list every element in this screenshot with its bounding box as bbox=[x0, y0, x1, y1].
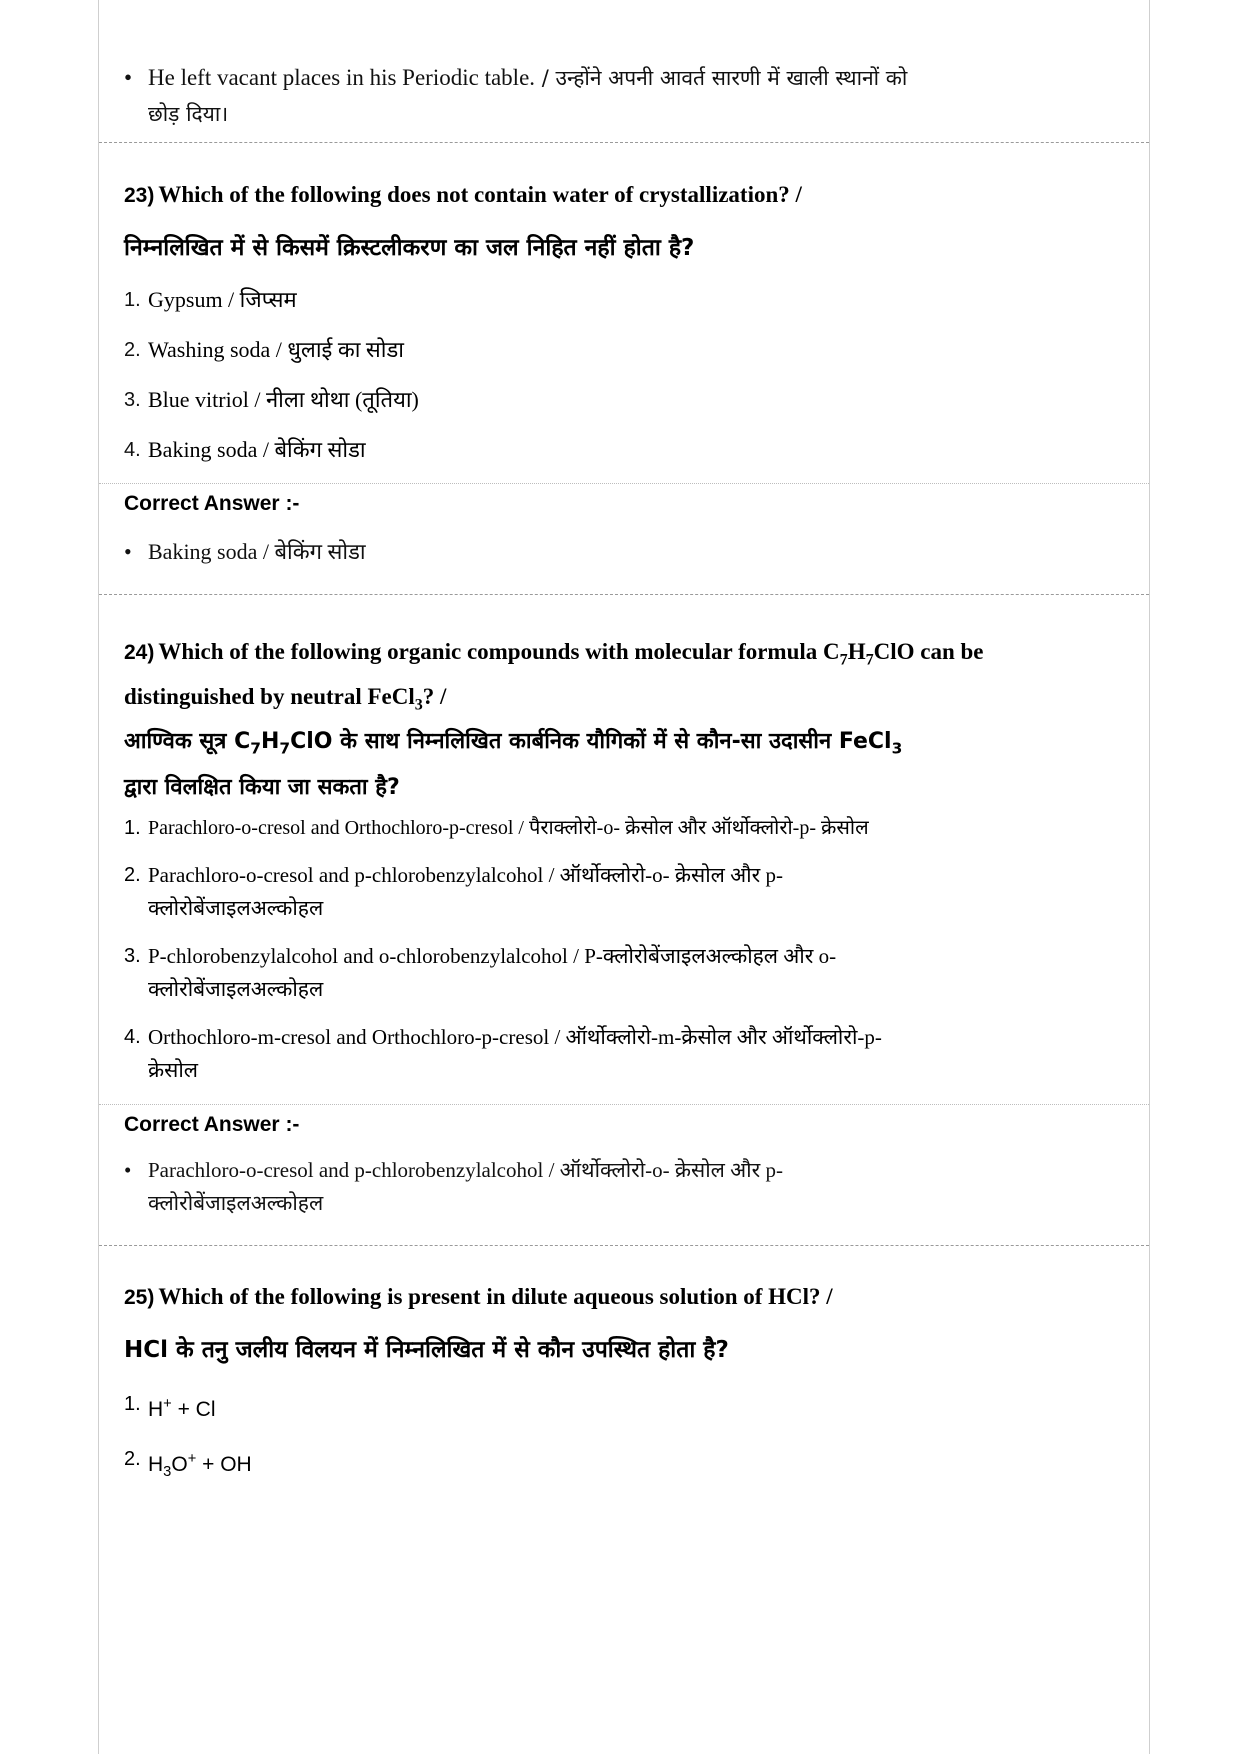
option-label: Blue vitriol / नीला थोथा (तूतिया) bbox=[148, 387, 419, 412]
question-text-hi: निम्नलिखित में से किसमें क्रिस्टलीकरण का जल निहित नहीं होता है? bbox=[124, 235, 695, 261]
option-number: 4. bbox=[124, 439, 141, 461]
bullet-icon: • bbox=[124, 1158, 132, 1182]
question-number: 23) bbox=[124, 184, 155, 207]
question-number: 24) bbox=[124, 641, 155, 664]
question-text-en: Which of the following organic compounds with molecular formula $C_7H_7ClO$ can be distinguished by neutral FeCl$_3$? / bbox=[124, 639, 984, 714]
question-text-hi: आण्विक सूत्र $C_7H_7ClO$ के साथ निम्नलिखित कार्बनिक यौगिकों में से कौन-सा उदासीन FeCl$_3$ द्वारा विलक्षित किया जा सकता है? bbox=[124, 729, 903, 801]
option-number: 2. bbox=[124, 339, 141, 361]
correct-answer-text: Baking soda / बेकिंग सोडा bbox=[148, 539, 366, 564]
option-label: Parachloro-o-cresol and p-chlorobenzylalcohol / ऑर्थोक्लोरो-o- क्रेसोल और p- bbox=[148, 863, 783, 887]
option-label-cont: क्लोरोबेंजाइलअल्कोहल bbox=[148, 977, 324, 1001]
correct-answer bbox=[124, 1154, 1114, 1220]
option-2 bbox=[124, 859, 1124, 925]
option-number: 2. bbox=[124, 864, 141, 886]
bullet-hindi-text: / उन्होंने अपनी आवर्त सारणी में खाली स्थानों को bbox=[535, 66, 908, 90]
correct-answer-text-cont: क्लोरोबेंजाइलअल्कोहल bbox=[148, 1191, 324, 1215]
question-number: 25) bbox=[124, 1286, 155, 1309]
correct-answer-label: Correct Answer :- bbox=[124, 1113, 300, 1136]
question-divider bbox=[99, 594, 1149, 595]
option-4 bbox=[124, 432, 1124, 468]
bullet-icon: • bbox=[124, 539, 132, 564]
question-text-hi: HCl के तनु जलीय विलयन में निम्नलिखित में से कौन उपस्थित होता है? bbox=[124, 1337, 729, 1363]
bullet-hindi-text-cont: छोड़ दिया। bbox=[148, 102, 229, 126]
option-number: 3. bbox=[124, 389, 141, 411]
option-1: 1. H+ + Cl bbox=[124, 1386, 1124, 1428]
question-divider bbox=[99, 142, 1149, 143]
option-number: 2. bbox=[124, 1448, 141, 1470]
question-24 bbox=[124, 634, 1140, 723]
answer-divider bbox=[99, 483, 1149, 484]
option-1 bbox=[124, 282, 1124, 318]
previous-answer-bullet bbox=[124, 60, 1114, 132]
bullet-icon: • bbox=[124, 65, 133, 90]
correct-answer-label: Correct Answer :- bbox=[124, 492, 300, 515]
correct-answer bbox=[124, 534, 1114, 570]
option-label: Washing soda / धुलाई का सोडा bbox=[148, 337, 404, 362]
option-3 bbox=[124, 940, 1124, 1006]
option-number: 3. bbox=[124, 945, 141, 967]
option-label-cont: क्रेसोल bbox=[148, 1058, 199, 1082]
bullet-english-text: He left vacant places in his Periodic table. bbox=[148, 65, 536, 90]
option-label: P-chlorobenzylalcohol and o-chlorobenzylalcohol / P-क्लोरोबेंजाइलअल्कोहल और o- bbox=[148, 944, 837, 968]
answer-divider bbox=[99, 1104, 1149, 1105]
option-label-cont: क्लोरोबेंजाइलअल्कोहल bbox=[148, 896, 324, 920]
question-23 bbox=[124, 182, 1140, 208]
question-25 bbox=[124, 1284, 1140, 1310]
correct-answer-text: Parachloro-o-cresol and p-chlorobenzylalcohol / ऑर्थोक्लोरो-o- क्रेसोल और p- bbox=[148, 1158, 783, 1182]
option-3 bbox=[124, 382, 1124, 418]
option-label: Baking soda / बेकिंग सोडा bbox=[148, 437, 366, 462]
option-4 bbox=[124, 1021, 1124, 1087]
option-2: 2. $H_3O^+$ + OH bbox=[124, 1441, 1124, 1490]
question-text-en: Which of the following does not contain water of crystallization? / bbox=[158, 182, 802, 207]
question-text-en: Which of the following is present in dilute aqueous solution of HCl? / bbox=[158, 1284, 833, 1309]
question-divider bbox=[99, 1245, 1149, 1246]
option-number: 1. bbox=[124, 289, 141, 311]
option-number: 4. bbox=[124, 1026, 141, 1048]
option-label: Gypsum / जिप्सम bbox=[148, 287, 297, 312]
option-1 bbox=[124, 810, 1124, 846]
option-2 bbox=[124, 332, 1124, 368]
option-number: 1. bbox=[124, 817, 141, 839]
option-label: Parachloro-o-cresol and Orthochloro-p-cresol / पैराक्लोरो-o- क्रेसोल और ऑर्थोक्लोरो-p- क्रेसोल bbox=[148, 817, 869, 839]
option-label: Orthochloro-m-cresol and Orthochloro-p-cresol / ऑर्थोक्लोरो-m-क्रेसोल और ऑर्थोक्लोरो-p- bbox=[148, 1025, 882, 1049]
option-number: 1. bbox=[124, 1393, 141, 1415]
